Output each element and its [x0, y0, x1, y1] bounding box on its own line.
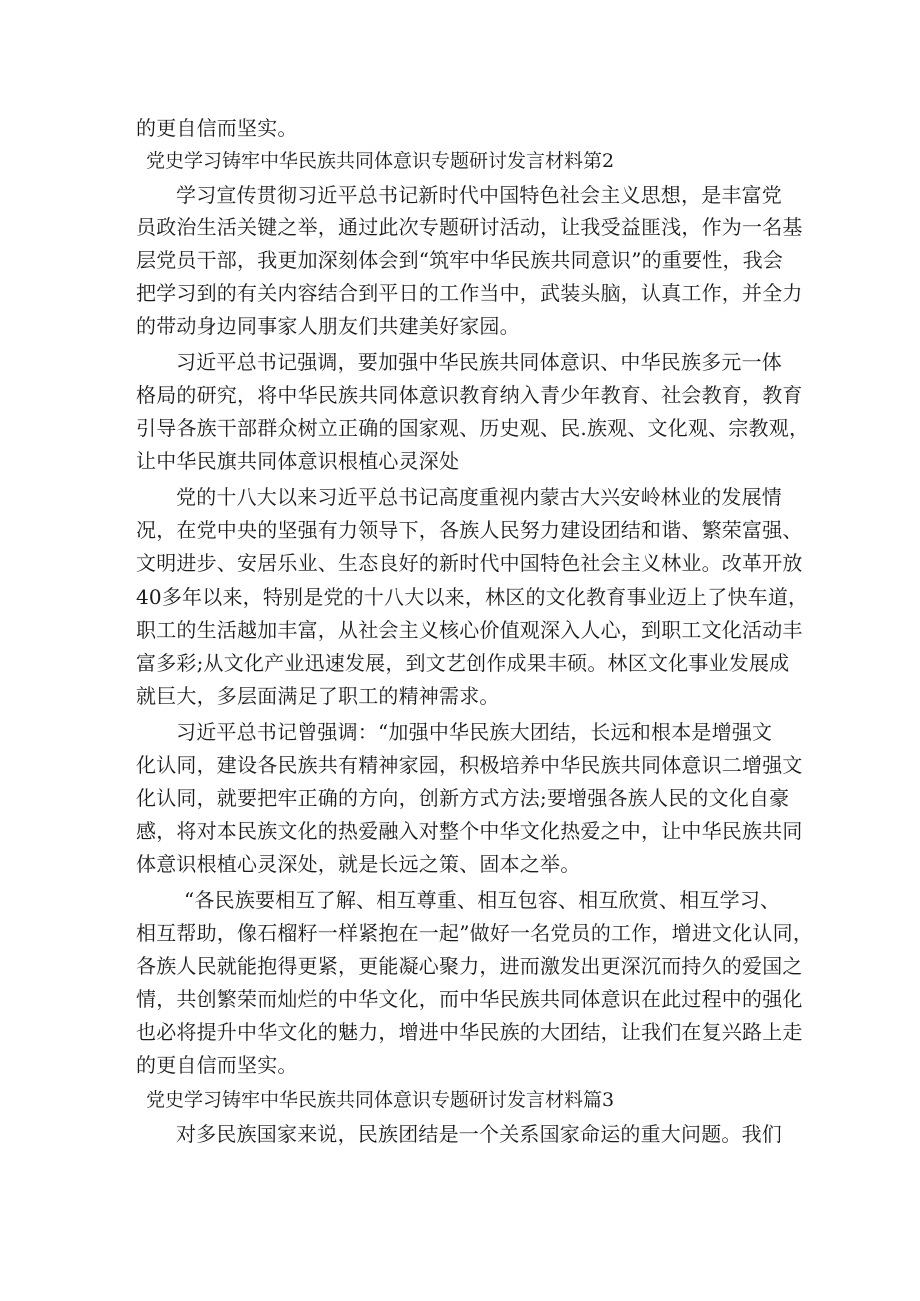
- text-line: 40多年以来，特别是党的十八大以来，林区的文化教育事业迈上了快车道，: [136, 585, 809, 609]
- text-line: 情，共创繁荣而灿烂的中华文化，而中华民族共同体意识在此过程中的强化: [136, 987, 803, 1011]
- text-line: 让中华民旗共同体意识根植心灵深处: [136, 449, 460, 473]
- text-line: 引导各族干部群众树立正确的国家观、历史观、民.族观、文化观、宗教观，: [136, 416, 810, 440]
- text-line: 学习宣传贯彻习近平总书记新时代中国特色社会主义思想，是丰富党: [176, 183, 782, 207]
- text-line: “各民族要相互了解、相互尊重、相互包容、相互欣赏、相互学习、: [184, 888, 781, 912]
- text-line: 体意识根植心灵深处，就是长远之策、固本之举。: [136, 852, 581, 876]
- text-line: 文明进步、安居乐业、生态良好的新时代中国特色社会主义林业。改革开放: [136, 551, 803, 575]
- text-line: 格局的研究，将中华民族共同体意识教育纳入青少年教育、社会教育，教育: [136, 383, 803, 407]
- text-line: 感，将对本民族文化的热爱融入对整个中华文化热爱之中，让中华民族共同: [136, 819, 803, 843]
- text-line: 也必将提升中华文化的魅力，增进中华民族的大团结，让我们在复兴路上走: [136, 1020, 803, 1044]
- text-line: 相互帮助，像石榴籽一样紧抱在一起”做好一名党员的工作，增进文化认同，: [136, 921, 814, 945]
- text-line: 习近平总书记曾强调：“加强中华民族大团结，长远和根本是增强文: [176, 720, 773, 744]
- section-heading-2: 党史学习铸牢中华民族共同体意识专题研讨发言材料第2: [146, 150, 615, 172]
- text-line: 各族人民就能抱得更紧，更能凝心聚力，进而激发出更深沉而持久的爱国之: [136, 954, 803, 978]
- text-line: 的带动身边同事家人朋友们共建美好家园。: [136, 314, 520, 338]
- text-line: 员政治生活关键之举，通过此次专题研讨活动，让我受益匪浅，作为一名基: [136, 215, 803, 239]
- text-line: 职工的生活越加丰富，从社会主义核心价值观深入人心，到职工文化活动丰: [136, 618, 803, 642]
- text-line: 习近平总书记强调，要加强中华民族共同体意识、中华民族多元一体: [176, 350, 782, 374]
- text-line: 层党员干部，我更加深刻体会到“筑牢中华民族共同意识”的重要性，我会: [136, 248, 784, 272]
- text-line: 的更自信而坚实。: [136, 116, 298, 140]
- text-line: 就巨大，多层面满足了职工的精神需求。: [136, 684, 500, 708]
- text-line: 化认同，建设各民族共有精神家园，积极培养中华民族共同体意识二增强文: [136, 753, 803, 777]
- text-line: 化认同，就要把牢正确的方向，创新方式方法;要增强各族人民的文化自豪: [136, 786, 790, 810]
- text-line: 富多彩;从文化产业迅速发展，到文艺创作成果丰硕。林区文化事业发展成: [136, 651, 790, 675]
- text-line: 对多民族国家来说，民族团结是一个关系国家命运的重大问题。我们: [176, 1122, 782, 1146]
- text-line: 况，在党中央的坚强有力领导下，各族人民努力建设团结和谐、繁荣富强、: [136, 518, 803, 542]
- text-line: 党的十八大以来习近平总书记高度重视内蒙古大兴安岭林业的发展情: [176, 485, 782, 509]
- text-line: 把学习到的有关内容结合到平日的工作当中，武装头脑，认真工作，并全力: [136, 281, 803, 305]
- text-line: 的更自信而坚实。: [136, 1053, 298, 1077]
- section-heading-3: 党史学习铸牢中华民族共同体意识专题研讨发言材料篇3: [146, 1089, 615, 1111]
